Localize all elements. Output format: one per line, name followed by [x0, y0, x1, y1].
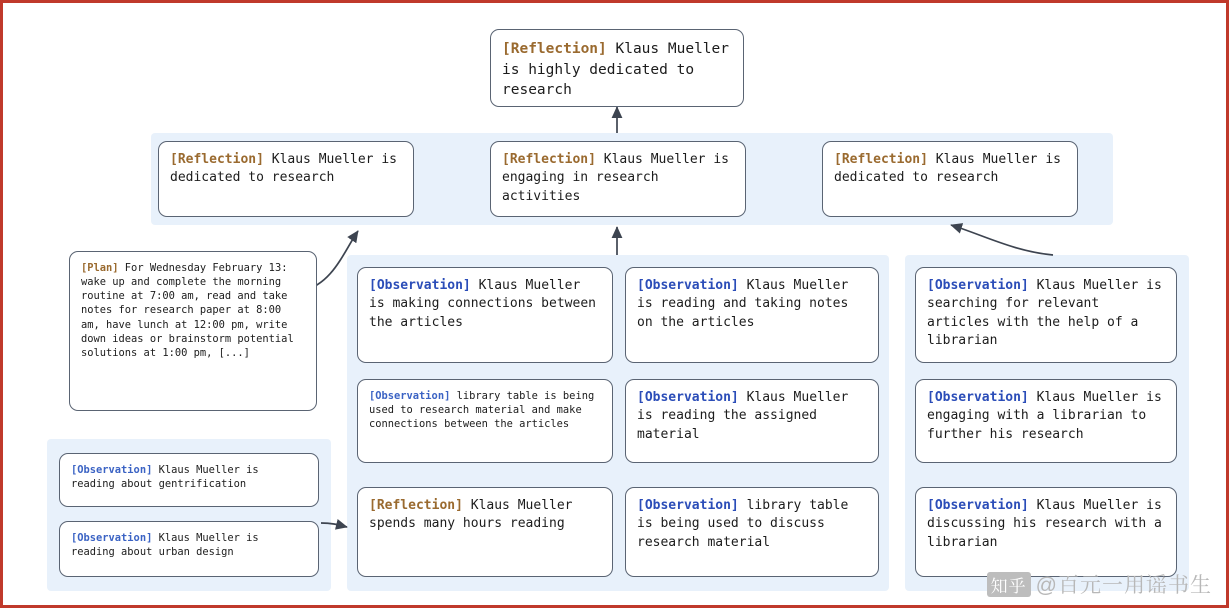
- node-text: Klaus Mueller is highly dedicated to research: [502, 41, 729, 99]
- node-text: library table is being used to research material and make connections between the articles: [369, 390, 595, 431]
- node-text: Klaus Mueller is dedicated to research: [170, 152, 397, 186]
- node-text: Klaus Mueller is dedicated to research: [834, 152, 1061, 186]
- node-text: Klaus Mueller is engaging with a librarian to further his research: [927, 390, 1162, 442]
- node-tag: [Observation]: [927, 278, 1029, 293]
- watermark: [987, 569, 1212, 599]
- node-tag: [Observation]: [927, 390, 1029, 405]
- node-text: Klaus Mueller is making connections between the articles: [369, 278, 596, 330]
- watermark-logo: 知乎: [987, 572, 1031, 597]
- node-tag: [Reflection]: [170, 152, 264, 167]
- node-tag: [Observation]: [71, 532, 153, 544]
- node-tag: [Reflection]: [502, 152, 596, 167]
- node-text: Klaus Mueller is engaging in research activities: [502, 152, 729, 204]
- node-text: Klaus Mueller is searching for relevant articles with the help of a librarian: [927, 278, 1162, 349]
- node-observation-mid2-3[interactable]: [625, 487, 879, 577]
- node-text: library table is being used to discuss research material: [637, 498, 849, 550]
- node-text: Klaus Mueller is discussing his research with a librarian: [927, 498, 1162, 550]
- node-observation-right-2[interactable]: [915, 379, 1177, 463]
- node-tag: [Reflection]: [502, 41, 607, 57]
- node-tag: [Observation]: [369, 278, 471, 293]
- node-tag: [Observation]: [71, 464, 153, 476]
- node-tag: [Observation]: [637, 498, 739, 513]
- node-tag: [Plan]: [81, 262, 119, 274]
- node-text: Klaus Mueller is reading about gentrification: [71, 464, 259, 491]
- watermark-text: @百元一用谣书生: [1035, 574, 1212, 597]
- node-reflection-mid1-3[interactable]: [357, 487, 613, 577]
- node-reflection-middle[interactable]: [490, 141, 746, 217]
- node-observation-left-1[interactable]: [59, 453, 319, 507]
- node-tag: [Observation]: [369, 390, 451, 402]
- node-tag: [Observation]: [637, 278, 739, 293]
- node-observation-right-1[interactable]: [915, 267, 1177, 363]
- node-text: Klaus Mueller spends many hours reading: [369, 498, 573, 532]
- node-observation-mid2-2[interactable]: [625, 379, 879, 463]
- node-observation-right-3[interactable]: [915, 487, 1177, 577]
- node-text: Klaus Mueller is reading the assigned material: [637, 390, 849, 442]
- node-text: For Wednesday February 13: wake up and complete the morning routine at 7:00 am, read and take notes for research paper at 8:00 am, have lunch at 12:00 pm, write down ideas or brainstorm potential solutions at 1:00 pm, [...]: [81, 262, 294, 359]
- node-tag: [Reflection]: [834, 152, 928, 167]
- node-reflection-left[interactable]: [158, 141, 414, 217]
- node-plan[interactable]: [69, 251, 317, 411]
- node-observation-mid1-2[interactable]: [357, 379, 613, 463]
- node-tag: [Reflection]: [369, 498, 463, 513]
- node-reflection-right[interactable]: [822, 141, 1078, 217]
- node-observation-mid2-1[interactable]: [625, 267, 879, 363]
- node-observation-left-2[interactable]: [59, 521, 319, 577]
- node-text: Klaus Mueller is reading about urban design: [71, 532, 259, 559]
- node-text: Klaus Mueller is reading and taking notes on the articles: [637, 278, 849, 330]
- node-tag: [Observation]: [637, 390, 739, 405]
- node-tag: [Observation]: [927, 498, 1029, 513]
- node-observation-mid1-1[interactable]: [357, 267, 613, 363]
- node-root-reflection[interactable]: [490, 29, 744, 107]
